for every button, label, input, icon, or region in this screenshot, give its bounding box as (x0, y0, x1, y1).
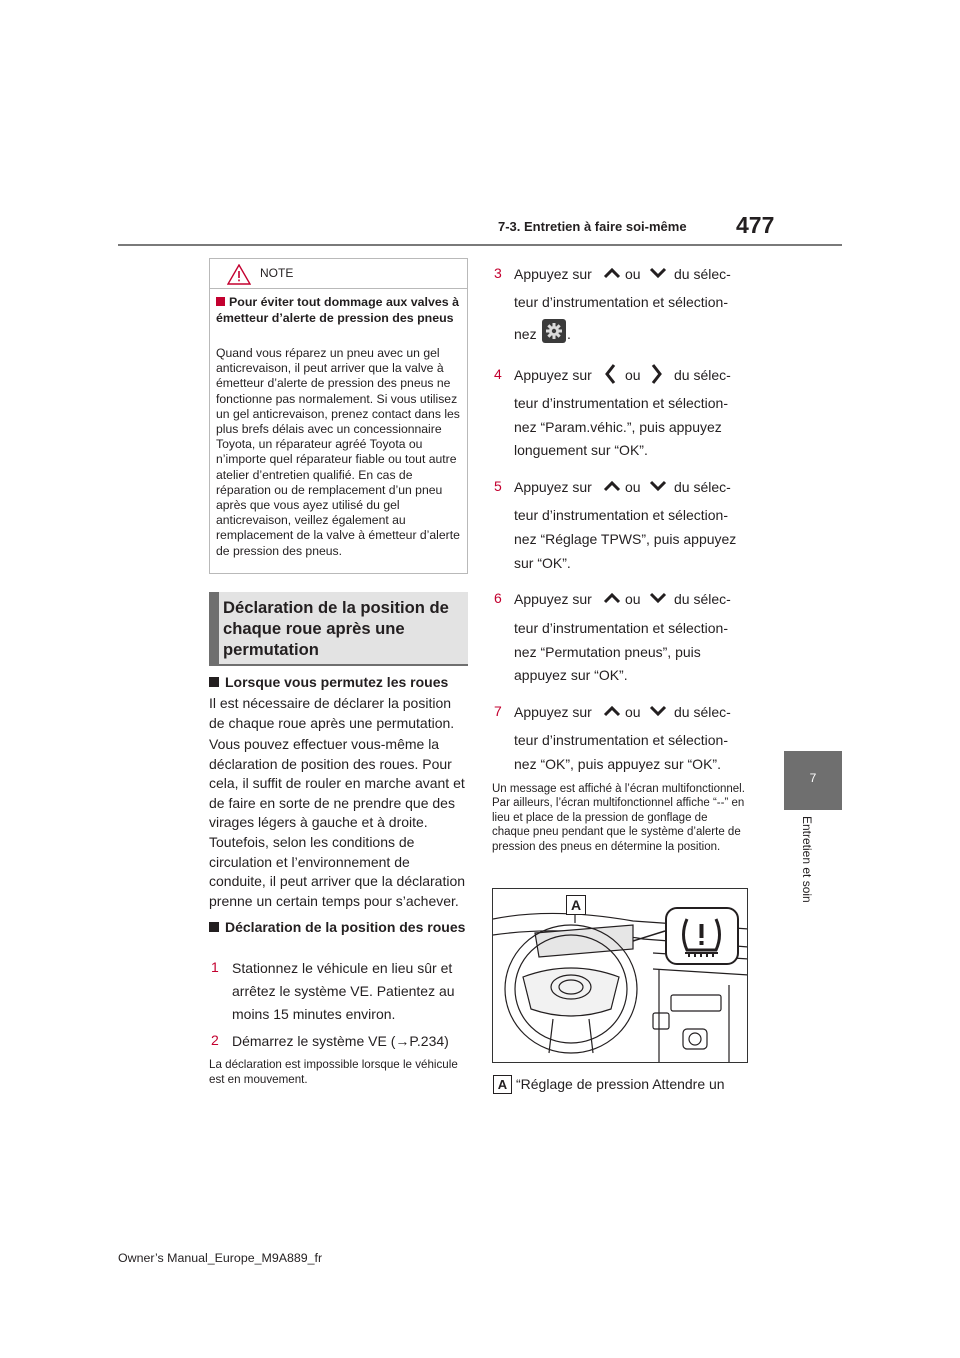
bullet-square-icon (209, 677, 219, 687)
step-number: 1 (211, 959, 219, 975)
subheading-permute (209, 673, 468, 691)
header-divider (118, 244, 842, 246)
step-line: Appuyez sur (514, 367, 592, 383)
callout-label: A (566, 895, 586, 915)
step-number: 4 (494, 366, 502, 382)
chapter-number: 7 (809, 771, 817, 785)
step-line: du sélec- (674, 591, 731, 607)
step-line: longuement sur “OK”. (514, 442, 648, 458)
step-or: ou (625, 266, 641, 282)
tpms-warning-icon (667, 909, 736, 962)
section-heading-rule (209, 664, 468, 666)
step-line: nez “OK”, puis appuyez sur “OK”. (514, 756, 721, 772)
section-heading-text: Déclaration de la position de chaque roue après une permutation (223, 598, 449, 659)
footer-doc-id: Owner’s Manual_Europe_M9A889_fr (118, 1251, 323, 1265)
step-line: Stationnez le véhicule en lieu sûr et (232, 960, 453, 976)
step-line: nez “Réglage TPWS”, puis appuyez (514, 531, 737, 547)
paragraph-detail: Vous pouvez effectuer vous-même la déclaration de position des roues. Pour cela, il suffit de rouler en marche avant et de faire en sorte de ne prendre que des virages légers à gauche et à droite. Toutefois, selon les conditions de circulation et l’environnement de conduite, il peut arriver que la déclaration prenne un certain temps pour s’achever. (209, 736, 466, 909)
chevron-down-icon (648, 591, 668, 605)
chevron-down-icon (648, 266, 668, 280)
warning-triangle-icon (227, 264, 251, 285)
step-line: du sélec- (674, 704, 731, 720)
result-note: Un message est affiché à l’écran multifonctionnel. Par ailleurs, l’écran multifonctionnel affiche “--” en lieu et place de la pression de gonflage de chaque pneu pendant que le système d’alerte de pression des pneus en détermine la position. (492, 783, 745, 853)
step-number: 7 (494, 703, 502, 719)
tpms-bubble (665, 907, 739, 965)
step-line: moins 15 minutes environ. (232, 1006, 396, 1022)
step-or: ou (625, 479, 641, 495)
step-line: appuyez sur “OK”. (514, 667, 628, 683)
step-number: 3 (494, 265, 502, 281)
legend-text: “Réglage de pression Attendre un (516, 1076, 725, 1092)
chevron-up-icon (602, 266, 622, 280)
chevron-down-icon (648, 479, 668, 493)
step-line: Appuyez sur (514, 479, 592, 495)
notice-header (210, 259, 467, 289)
dashboard-illustration (492, 888, 748, 1063)
step-line: nez “Param.véhic.”, puis appuyez (514, 419, 722, 435)
subheading-declaration (209, 918, 468, 936)
notice-title-text: Pour éviter tout dommage aux valves à émetteur d’alerte de pression des pneus (216, 295, 459, 325)
bullet-square-icon (216, 297, 225, 306)
paragraph-intro: Il est nécessaire de déclarer la position de chaque roue après une permutation. (209, 695, 455, 731)
section-title: 7-3. Entretien à faire soi-même (498, 219, 687, 234)
section-heading-bar (209, 592, 219, 664)
step-line: teur d’instrumentation et sélection- (514, 507, 728, 523)
step-line: du sélec- (674, 367, 731, 383)
step-line: du sélec- (674, 266, 731, 282)
bullet-square-icon (209, 922, 219, 932)
step-line: Appuyez sur (514, 591, 592, 607)
step-line: Appuyez sur (514, 704, 592, 720)
chapter-label-wrap (786, 816, 826, 936)
notice-body: Quand vous réparez un pneu avec un gel anticrevaison, il peut arriver que la valve à émetteur d’alerte de pression des pneus ne fonctionne pas normalement. Si vous utilisez un gel anticrevaison, prenez contact dans les plus brefs délais avec un concessionnaire Toyota, un réparateur agréé Toyota ou n’importe quel réparateur fiable ou tout autre atelier d’entretien qualifié. En cas de réparation ou de remplacement d’un pneu après que vous ayez utilisé du gel anticrevaison, veillez également au remplacement de la valve à émetteur d’alerte de pression des pneus. (216, 346, 460, 558)
step-or: ou (625, 704, 641, 720)
notice-box (209, 258, 468, 574)
step-line: nez “Permutation pneus”, puis (514, 644, 701, 660)
step-line: arrêtez le système VE. Patientez au (232, 983, 455, 999)
chevron-down-icon (648, 704, 668, 718)
settings-gear-icon (542, 319, 566, 343)
step-line: Démarrez le système VE (→P.234) (232, 1033, 449, 1049)
page-number: 477 (736, 212, 775, 238)
step-or: ou (625, 367, 641, 383)
chapter-tab (784, 751, 842, 810)
step-line: teur d’instrumentation et sélection- (514, 395, 728, 411)
chevron-left-icon (603, 362, 617, 386)
step-line: sur “OK”. (514, 555, 571, 571)
step-line: nez (514, 326, 537, 342)
chevron-up-icon (602, 591, 622, 605)
step-line: Appuyez sur (514, 266, 592, 282)
step-line: teur d’instrumentation et sélection- (514, 732, 728, 748)
step-number: 2 (211, 1032, 219, 1048)
notice-title (216, 294, 462, 326)
step-line: teur d’instrumentation et sélection- (514, 620, 728, 636)
step-line: du sélec- (674, 479, 731, 495)
step-number: 6 (494, 590, 502, 606)
notice-label: NOTE (260, 266, 294, 280)
chevron-up-icon (602, 704, 622, 718)
step-or: ou (625, 591, 641, 607)
legend-marker: A (493, 1075, 512, 1094)
chevron-right-icon (650, 362, 664, 386)
step-period: . (567, 326, 571, 342)
step-number: 5 (494, 478, 502, 494)
subheading-text: Lorsque vous permutez les roues (225, 674, 449, 690)
step-note: La déclaration est impossible lorsque le véhicule est en mouvement. (209, 1058, 458, 1086)
section-heading (209, 592, 468, 664)
step-line: teur d’instrumentation et sélection- (514, 294, 728, 310)
chapter-label: Entretien et soin (800, 816, 814, 903)
chevron-up-icon (602, 479, 622, 493)
subheading-text: Déclaration de la position des roues (225, 919, 466, 935)
